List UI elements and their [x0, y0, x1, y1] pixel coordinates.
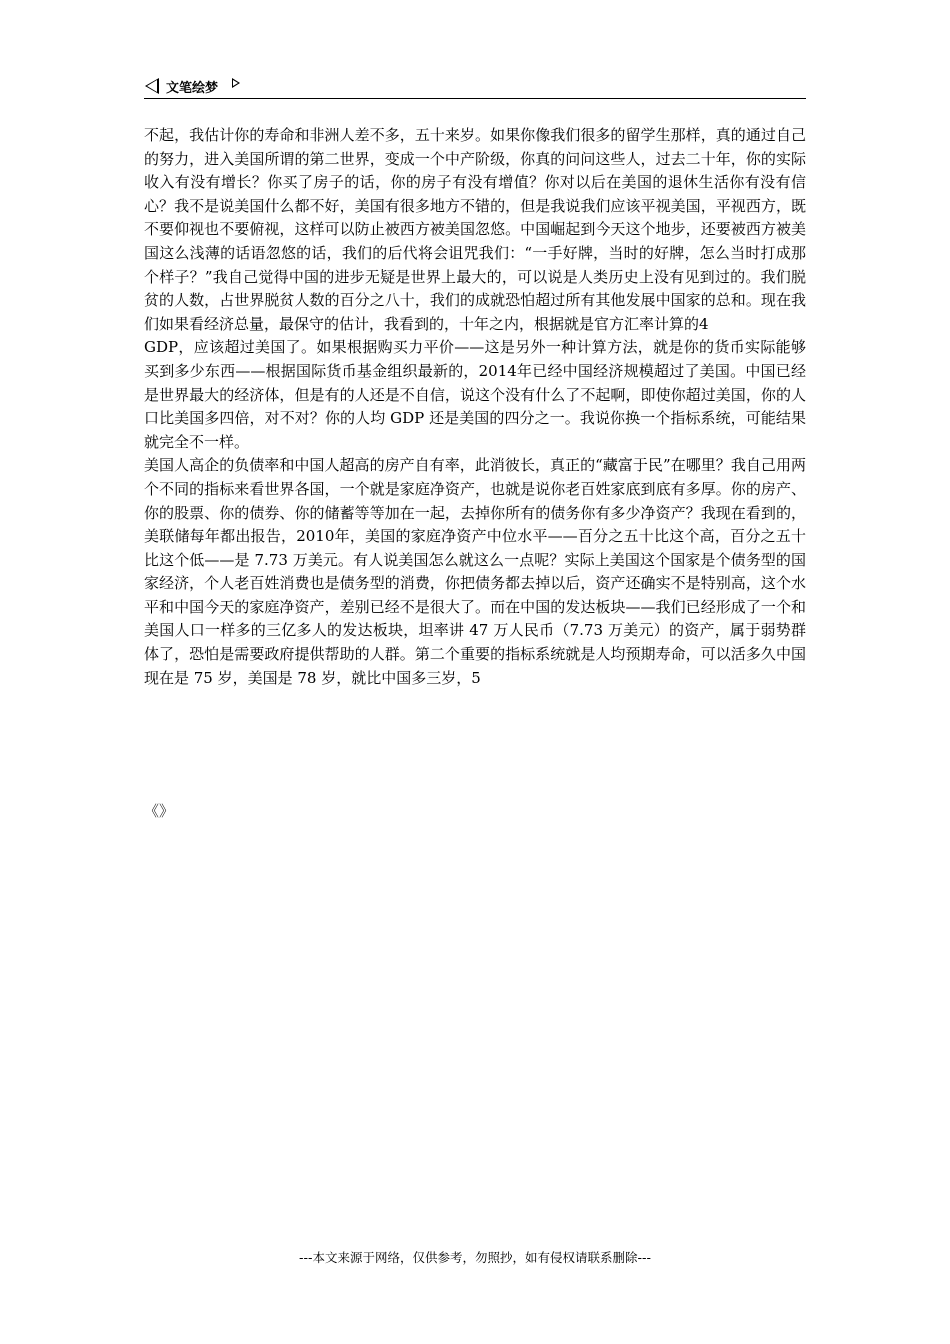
page-footer-notice: ---本文来源于网络，仅供参考，勿照抄，如有侵权请联系删除--- — [298, 1250, 652, 1265]
header-logo-text: 文笔绘梦 — [166, 81, 219, 96]
page-header — [144, 74, 806, 99]
triangle-right-icon — [232, 78, 240, 88]
title-brackets: 《》 — [144, 802, 175, 820]
paragraph-3: 美国人高企的负债率和中国人超高的房产自有率，此消彼长，真正的“藏富于民”在哪里？我自己用两个不同的指标来看世界各国，一个就是家庭净资产，也就是说你老百姓家底到底有多厚。你的房产、你的股票、你的债券、你的储蓄等等加在一起，去掉你所有的债务你有多少净资产？我现在看到的，美联储每年都出报告，2010年，美国的家庭净资产中位水平——百分之五十比这个高，百分之五十比这个低——是 7.73 万美元。有人说美国怎么就这么一点呢？实际上美国这个国家是个债务型的国家经济，个人老百姓消费也是债务型的消费，你把债务都去掉以后，资产还确实不是特别高，这个水平和中国今天的家庭净资产，差别已经不是很大了。而在中国的发达板块——我们已经形成了一个和美国人口一样多的三亿多人的发达板块，坦率讲 47 万人民币（7.73 万美元）的资产，属于弱势群体了，恐怕是需要政府提供帮助的人群。第二个重要的指标系统就是人均预期寿命，可以活多久中国现在是 75 岁，美国是 78 岁，就比中国多三岁，5 — [144, 456, 806, 687]
triangle-left-icon — [145, 78, 159, 94]
paragraph-2: GDP，应该超过美国了。如果根据购买力平价——这是另外一种计算方法，就是你的货币实际能够买到多少东西——根据国际货币基金组织最新的，2014年已经中国经济规模超过了美国。中国已经是世界最大的经济体，但是有的人还是不自信，说这个没有什么了不起啊，即使你超过美国，你的人口比美国多四倍，对不对？你的人均 GDP 还是美国的四分之一。我说你换一个指标系统，可能结果就完全不一样。 — [144, 338, 806, 451]
paragraph-1: 不起，我估计你的寿命和非洲人差不多，五十来岁。如果你像我们很多的留学生那样，真的通过自己的努力，进入美国所谓的第二世界，变成一个中产阶级，你真的问问这些人，过去二十年，你的实际收入有没有增长？你买了房子的话，你的房子有没有增值？你对以后在美国的退休生活你有没有信心？我不是说美国什么都不好，美国有很多地方不错的，但是我说我们应该平视美国，平视西方，既不要仰视也不要俯视，这样可以防止被西方被美国忽悠。中国崛起到今天这个地步，还要被西方被美国这么浅薄的话语忽悠的话，我们的后代将会诅咒我们：“一手好牌，当时的好牌，怎么当时打成那个样子？”我自己觉得中国的进步无疑是世界上最大的，可以说是人类历史上没有见到过的。我们脱贫的人数，占世界脱贫人数的百分之八十，我们的成就恐怕超过所有其他发展中国家的总和。现在我们如果看经济总量，最保守的估计，我看到的，十年之内，根据就是官方汇率计算的4 — [144, 126, 806, 333]
document-body — [144, 124, 806, 690]
